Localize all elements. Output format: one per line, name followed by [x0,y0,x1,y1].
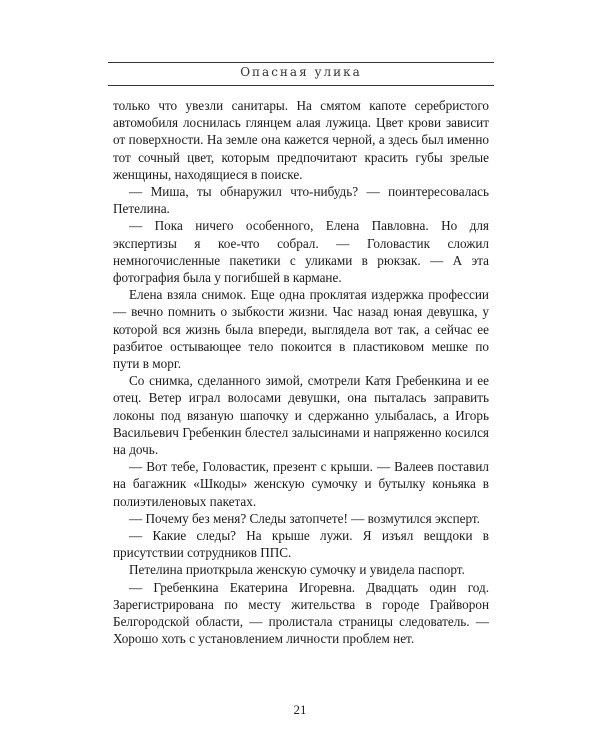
paragraph: — Миша, ты обнаружил что-нибудь? — поинтересовалась Петелина. [113,184,489,217]
running-head: Опасная улика [240,65,362,79]
header-rule-top [108,62,494,63]
paragraph: — Пока ничего особенного, Елена Павловна. Но для экспертизы я кое-что собрал. — Головастик сложил немногочисленные пакетики с уликами в рюкзак. — А эта фотография была у погибшей в кармане. [113,218,489,286]
paragraph: — Почему без меня? Следы затопчете! — возмутился эксперт. [129,510,480,526]
paragraph: — Какие следы? На крыше лужи. Я изъял вещдоки в присутствии сотрудников ППС. [113,528,489,561]
paragraph: только что увезли санитары. На смятом капоте серебристого автомобиля лоснилась глянцем алая лужица. Цвет крови зависит от поверхности. На земле она кажется черной, а здесь был именно тот сочный цвет, которым предпочитают красить губы зрелые женщины, находящиеся в поиске. [113,98,489,182]
paragraph: — Вот тебе, Головастик, презент с крыши. — Валеев поставил на багажник «Шкоды» женскую сумочку и бутылку коньяка в полиэтиленовых пакетах. [113,459,489,509]
paragraph: Со снимка, сделанного зимой, смотрели Катя Гребенкина и ее отец. Ветер играл волосами девушки, она пыталась заправить локоны под вязаную шапочку и сдержанно улыбалась, а Игорь Васильевич Гребенкин блестел залысинами и напряженно косился на дочь. [113,373,489,458]
paragraph: Елена взяла снимок. Еще одна проклятая издержка профессии — вечно помнить о зыбкости жизни. Час назад юная девушка, у которой вся жизнь была впереди, выглядела вот так, а сейчас ее разбитое остывающее тело покоится в пластиковом мешке по пути в морг. [113,287,489,372]
body-text [113,97,489,648]
paragraph: — Гребенкина Екатерина Игоревна. Двадцать один год. Зарегистрирована по месту жительства в городе Грайворон Белгородской области, — пролистала страницы следователь. — Хорошо хоть с установлением личности проблем нет. [113,579,489,647]
page-number: 21 [293,702,307,717]
paragraph: Петелина приоткрыла женскую сумочку и увидела паспорт. [129,562,465,578]
header-rule-bottom [108,85,494,86]
